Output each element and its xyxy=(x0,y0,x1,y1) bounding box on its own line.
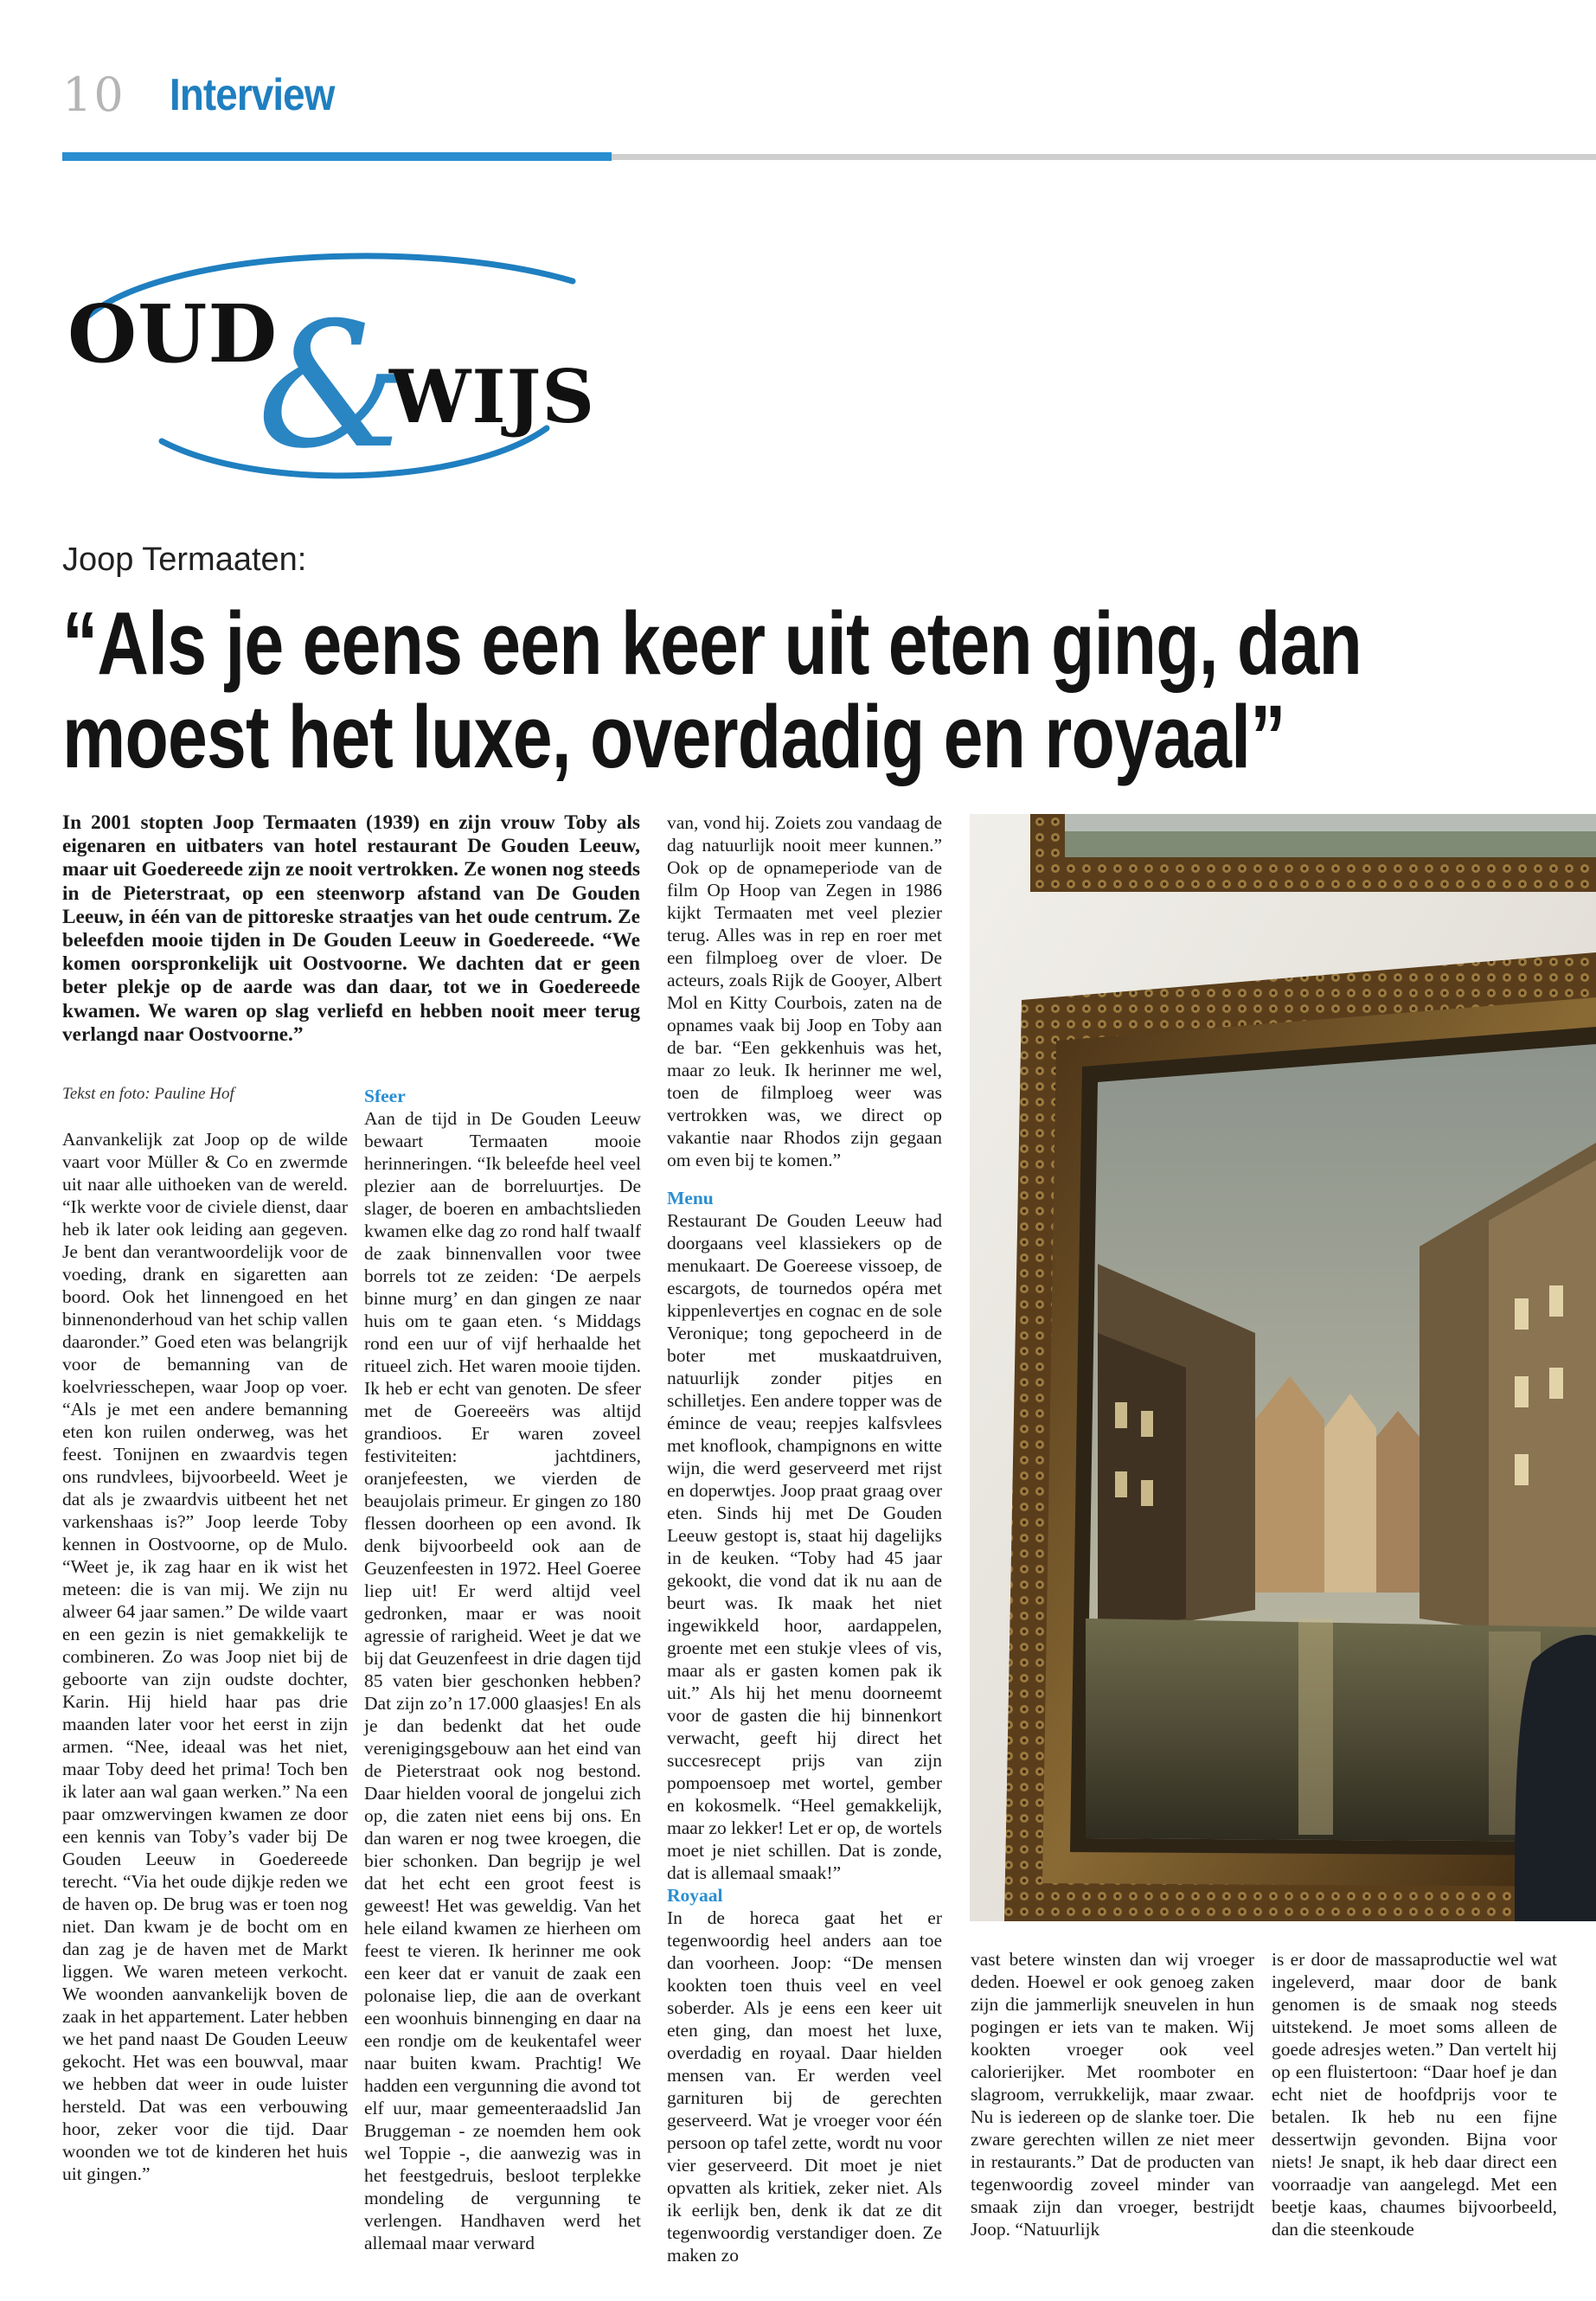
body-text: Aanvankelijk zat Joop op de wilde vaart voor Müller & Co en zwermde uit naar alle uithoeken van de wereld. “Ik werkte voor de civiele dienst, daar heb ik later ook leiding aan gegeven. Je bent dan verantwoordelijk voor de voeding, drank en sigaretten aan boord. Ook het linnengoed en het binnenonderhoud van het schip vallen daaronder.” Goed eten was belangrijk voor de bemanning van de koelvriesschepen, waar Joop op voer. “Als je met een andere bemanning eten kon ruilen onderweg, was het feest. Tonijnen en zwaardvis tegen ons rundvlees, bijvoorbeeld. Weet je dat als je zwaardvis uitbeent het net varkenshaas is?” Joop leerde Toby kennen in Oostvoorne, op de Mulo. “Weet je, ik zag haar en ik wist het meteen: die is van mij. We zijn nu alweer 64 jaar samen.” De wilde vaart en een gezin is niet gemakkelijk te combineren. Zo was Joop niet bij de geboorte van zijn oudste dochter, Karin. Hij hield haar pas drie maanden later voor het eerst in zijn armen. “Nee, ideaal was het niet, maar Toby deed het prima! Toch ben ik later aan wal gaan werken.” Na een paar omzwervingen kwamen ze door een kennis van Toby’s vader bij De Gouden Leeuw in Goedereede terecht. “Via het oude dijkje reden we de haven op. De brug was er toen nog niet. Dan kwam je de bocht om en dan zag je de haven met de Markt liggen. We waren meteen verkocht. We woonden aanvankelijk boven de zaak in het appartement. Later hebben we het pand naast De Gouden Leeuw gekocht. Het was een bouwval, maar we hebben dat weer in oude luister hersteld. Dat was een verbouwing hoor, zeker voor die tijd. Daar woonden we tot de kinderen het huis uit gingen.” xyxy=(62,1129,348,2184)
subhead-royaal: Royaal xyxy=(667,1885,723,1906)
svg-text:OUD: OUD xyxy=(67,287,279,381)
headline xyxy=(62,593,1362,786)
subhead-menu: Menu xyxy=(667,1188,714,1208)
byline: Tekst en foto: Pauline Hof xyxy=(62,1085,234,1103)
body-text: Aan de tijd in De Gouden Leeuw bewaart Termaaten mooie herinneringen. “Ik beleefde heel veel plezier aan de borreluurtjes. De slager, de boeren en ambachtslieden kwamen elke dag zo rond half twaalf de zaak binnenvallen voor twee borrels tot ze zeiden: ‘De aerpels binne murg’ en dan gingen ze naar huis om te gaan eten. ‘s Middags rond een uur of vijf herhaalde het ritueel zich. Het waren mooie tijden. Ik heb er echt van genoten. De sfeer met de Goereeërs was altijd grandioos. Er waren zoveel festiviteiten: jachtdiners, oranjefeesten, we vierden de beaujolais primeur. Er gingen zo 180 flessen doorheen op een avond. Ik denk bijvoorbeeld ook aan de Geuzenfeesten in 1972. Heel Goeree liep uit! Er werd altijd veel gedronken, maar er was nooit agressie of rarigheid. Weet je dat we bij dat Geuzenfeest in drie dagen tijd 85 vaten bier geschonken hebben? Dat zijn zo’n 17.000 glaasjes! En als je dan bedenkt dat het oude verenigingsgebouw aan het eind van de Pieterstraat ook nog bestond. Daar hielden vooral de jongelui zich op, die zaten niet eens bij ons. En dan waren er nog twee kroegen, die bier schonken. Dan begrijp je wel dat het echt een groot feest is geweest! Het was geweldig. Van het hele eiland kwamen ze hierheen om feest te vieren. Ik herinner me ook een keer dat er vanuit de zaak een polonaise liep, die aan de overkant een woonhuis binnenging en daar na een rondje om de keukentafel weer naar buiten kwam. Prachtig! We hadden een vergunning die avond tot elf uur, maar gemeenteraadslid Jan Bruggeman - ze noemden hem ook wel Toppie -, die aanwezig was in het feestgedruis, besloot terplekke mondeling de vergunning te verlengen. Handhaven werd het allemaal maar verward xyxy=(364,1108,641,2253)
kicker: Joop Termaaten: xyxy=(62,542,307,578)
subhead-sfeer: Sfeer xyxy=(364,1086,406,1106)
body-text: vast betere winsten dan wij vroeger deden. Hoewel er ook genoeg zaken zijn die jammerlijk sneuvelen in hun pogingen er iets van te maken. Wij kookten vroeger ook veel calorierijker. Met roomboter en slagroom, verrukkelijk, maar zwaar. Nu is iedereen op de slanke toer. Die zware gerechten willen ze niet meer in restaurants.” Dat de producten van tegenwoordig zoveel minder van smaak zijn dan vroeger, bestrijdt Joop. “Natuurlijk xyxy=(971,1949,1254,2240)
body-text: van, vond hij. Zoiets zou vandaag de dag natuurlijk nooit meer kunnen.” Ook op de opnameperiode van de film Op Hoop van Zegen in 1986 kijkt Termaaten met veel plezier terug. Alles was in rep en roer met een filmploeg over de vloer. De acteurs, zoals Rijk de Gooyer, Albert Mol en Kitty Courbois, zaten na de opnames vaak bij Joop en Toby aan de bar. “Een gekkenhuis was het, maar zo leuk. Ik herinner me wel, toen de filmploeg weer was vertrokken was, we direct op vakantie naar Rhodos zijn gegaan om even bij te komen.” xyxy=(667,812,942,1170)
body-column-2 xyxy=(364,1085,641,2254)
body-text: In de horeca gaat het er tegenwoordig heel anders aan toe dan voorheen. Joop: “De mensen kookten toen thuis veel en veel soberder. Als je eens een keer uit eten ging, dan moest het luxe, overdadig en royaal. Daar hielden mensen van. Er werden veel garnituren bij de gerechten geserveerd. Wat je vroeger voor één persoon op tafel zette, wordt nu voor vier geserveerd. Dit moet je niet opvatten als kritiek, zeker niet. Als ik eerlijk ben, denk ik dat ze dit tegenwoordig verstandiger doen. Ze maken zo xyxy=(667,1907,942,2266)
photo-painting xyxy=(970,814,1596,1921)
body-text: Restaurant De Gouden Leeuw had doorgaans veel klassiekers op de menukaart. De Goereese vissoep, de escargots, de tournedos opéra met kippenlevertjes en cognac en de sole Veronique; tong gepocheerd in de boter met muskaatdruiven, natuurlijk zonder pitjes en schilletjes. Een andere topper was de émince de veau; reepjes kalfsvlees met knoflook, champignons en witte wijn, die werd geserveerd met rijst en doperwtjes. Joop praat graag over eten. Sinds hij met De Gouden Leeuw gestopt is, staat hij dagelijks in de keuken. “Toby had 45 jaar gekookt, die vond dat ik nu aan de beurt was. Ik maak het niet ingewikkeld hoor, aardappelen, groente met een stukje vlees of vis, maar als er gasten komen pak ik uit.” Als hij het menu doorneemt voor de gasten die hij binnenkort verwacht, geeft hij direct het succesrecept prijs van zijn pompoensoep met wortel, gember en kokosmelk. “Heel gemakkelijk, maar zo lekker! Let er op, de wortels moet je niet schillen. Dat is zonde, dat is allemaal smaak!” xyxy=(667,1210,942,1883)
header-rule xyxy=(612,154,1596,160)
page-number: 10 xyxy=(62,67,125,122)
section-title: Interview xyxy=(170,70,335,120)
headline-line-1: “Als je eens een keer uit eten ging, dan xyxy=(62,593,1362,693)
article-photo xyxy=(970,814,1596,1921)
body-column-5 xyxy=(1272,1948,1557,2240)
svg-text:&: & xyxy=(257,285,412,487)
header-rule-accent xyxy=(62,152,612,161)
headline-line-2: moest het luxe, overdadig en royaal” xyxy=(62,687,1285,786)
body-column-1 xyxy=(62,1128,348,2185)
body-column-4 xyxy=(971,1948,1254,2240)
oud-en-wijs-logo xyxy=(62,234,633,493)
lead-paragraph: In 2001 stopten Joop Termaaten (1939) en zijn vrouw Toby als eigenaren en uitbaters van hotel restaurant De Gouden Leeuw, maar uit Goedereede zijn ze nooit vertrokken. Ze wonen nog steeds in de Pieterstraat, op een steenworp afstand van De Gouden Leeuw, in één van de pittoreske straatjes van het oude centrum. Ze beleefden mooie tijden in De Gouden Leeuw in Goedereede. “We komen oorspronkelijk uit Oostvoorne. We dachten dat er geen beter plekje op de aarde was dan daar, tot we in Goedereede kwamen. We waren op slag verliefd en hebben nooit meer terug verlangd naar Oostvoorne.” xyxy=(62,811,640,1046)
body-column-3-menu xyxy=(667,1187,942,1884)
body-column-3-royaal xyxy=(667,1884,942,2266)
body-column-3 xyxy=(667,811,942,1171)
svg-text:WIJS: WIJS xyxy=(389,354,596,439)
body-text: is er door de massaproductie wel wat ingeleverd, maar door de bank genomen is de smaak nog steeds uitstekend. Je moet soms alleen de goede adresjes weten.” Dan vertelt hij op een fluistertoon: “Daar hoef je dan echt niet de hoofdprijs voor te betalen. Ik heb nu een fijne dessertwijn gevonden. Bijna voor niets! Je snapt, ik heb daar direct een voorraadje van aangelegd. Met een beetje kaas, chaumes bijvoorbeeld, dan die steenkoude xyxy=(1272,1949,1557,2240)
